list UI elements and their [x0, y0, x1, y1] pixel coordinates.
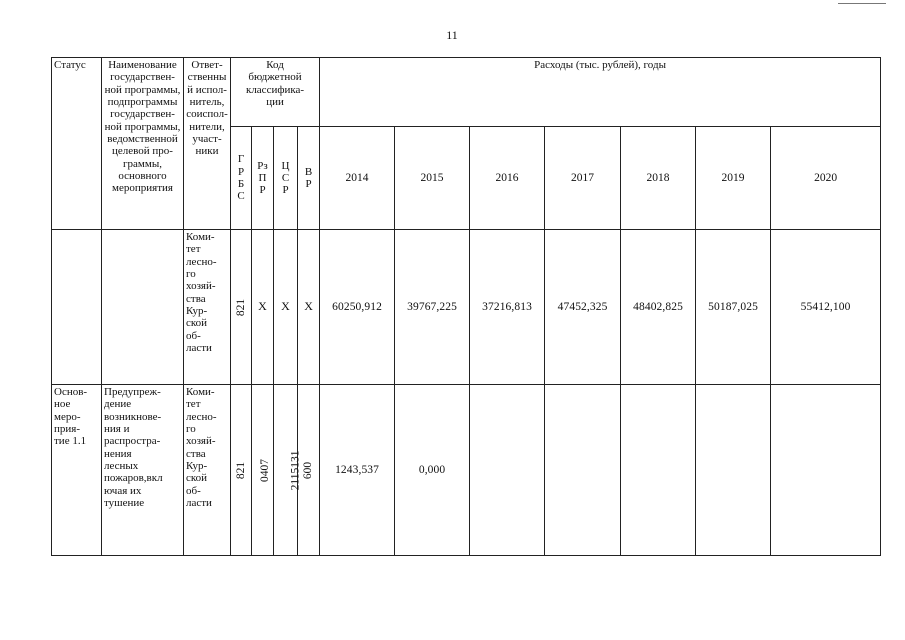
row-grbs: 821	[235, 298, 248, 316]
page-number: 11	[446, 28, 458, 42]
row-value	[771, 385, 881, 556]
row-name: Предупреж- дение возникнове- ния и распростра- нения лесных пожаров,вкл ючая их тушение	[102, 385, 184, 556]
header-code-vr: В Р	[298, 127, 320, 230]
header-name: Наименование государствен- ной программы, подпрограммы государствен- ной программы, ведомственной целевой про- граммы, основного мероприятия	[102, 58, 184, 230]
header-year: 2019	[696, 127, 771, 230]
row-csr: Х	[274, 230, 298, 385]
header-year: 2017	[545, 127, 621, 230]
header-year: 2016	[470, 127, 545, 230]
row-value	[545, 385, 621, 556]
row-value	[621, 385, 696, 556]
row-value: 50187,025	[696, 230, 771, 385]
table-row-activity-1-1	[52, 385, 881, 556]
row-value: 1243,537	[320, 385, 395, 556]
header-code-grbs: Г Р Б С	[231, 127, 252, 230]
row-rzpr: Х	[252, 230, 274, 385]
header-year: 2020	[771, 127, 881, 230]
row-value: 37216,813	[470, 230, 545, 385]
header-year: 2018	[621, 127, 696, 230]
header-code-csr: Ц С Р	[274, 127, 298, 230]
row-grbs-cell	[231, 230, 252, 385]
row-value: 0,000	[395, 385, 470, 556]
row-csr-cell	[274, 385, 302, 556]
row-value	[470, 385, 545, 556]
row-vr: 600	[302, 461, 315, 479]
table-row-committee-total	[52, 230, 881, 385]
header-responsible: Ответ- ственны й испол- нитель, соиспол- нители, участ- ники	[184, 58, 231, 230]
budget-table	[51, 57, 881, 556]
row-value: 39767,225	[395, 230, 470, 385]
header-expenses: Расходы (тыс. рублей), годы	[320, 58, 881, 127]
row-value: 60250,912	[320, 230, 395, 385]
row-grbs: 821	[235, 461, 248, 479]
row-value	[696, 385, 771, 556]
header-year: 2015	[395, 127, 470, 230]
row-value: 55412,100	[771, 230, 881, 385]
corner-rule	[838, 3, 886, 4]
header-code-rzpr: Рз П Р	[252, 127, 274, 230]
header-row-1	[52, 58, 881, 127]
row-value: 48402,825	[621, 230, 696, 385]
header-budget-code: Код бюджетной классифика- ции	[231, 58, 320, 127]
row-value: 47452,325	[545, 230, 621, 385]
row-csr: 2115131	[289, 450, 302, 490]
row-responsible: Коми- тет лесно- го хозяй- ства Кур- ской об- ласти	[184, 230, 231, 385]
header-year: 2014	[320, 127, 395, 230]
row-name	[102, 230, 184, 385]
header-status: Статус	[52, 58, 102, 230]
row-grbs-cell	[231, 385, 252, 556]
row-rzpr-cell	[252, 385, 274, 556]
row-vr: Х	[298, 230, 320, 385]
row-status	[52, 230, 102, 385]
row-responsible: Коми- тет лесно- го хозяй- ства Кур- ской об- ласти	[184, 385, 231, 556]
row-rzpr: 0407	[259, 458, 272, 482]
row-status: Основ- ное меро- прия- тие 1.1	[52, 385, 102, 556]
